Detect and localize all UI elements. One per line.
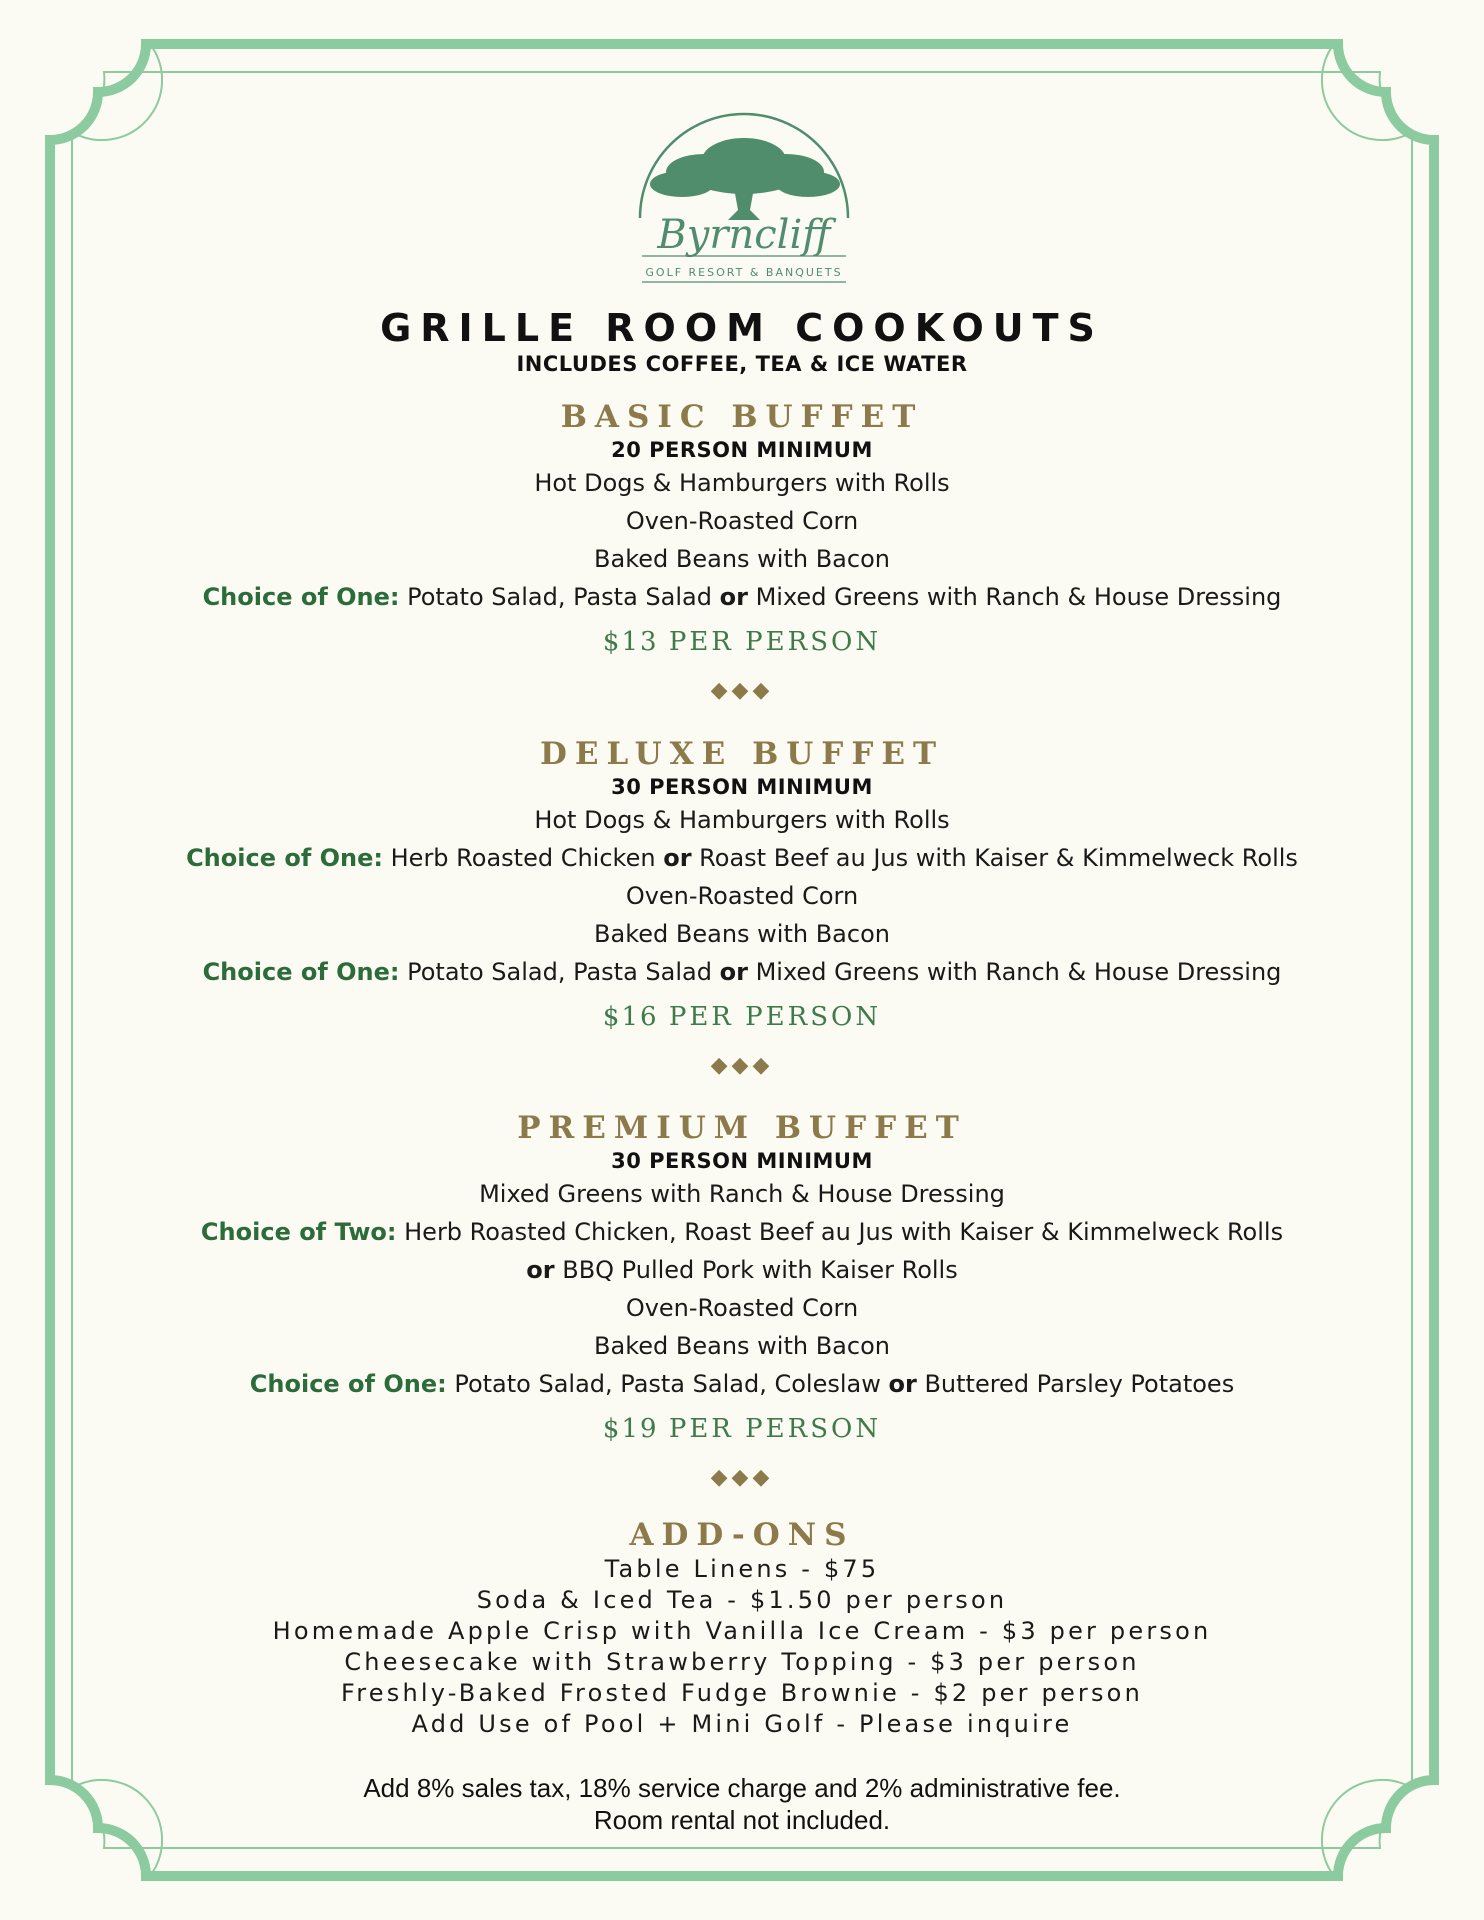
choice-option: Roast Beef au Jus with Kaiser & Kimmelweck Rolls [699,844,1298,872]
section-minimum: 30 PERSON MINIMUM [611,1149,873,1173]
section-minimum: 30 PERSON MINIMUM [611,775,873,799]
section-minimum: 20 PERSON MINIMUM [611,438,873,462]
choice-option: Potato Salad, Pasta Salad [407,583,712,611]
deluxe-buffet-section [0,735,1484,1081]
or-word: or [719,583,748,611]
addon-item: Add Use of Pool + Mini Golf - Please inquire [411,1710,1073,1738]
addon-item: Soda & Iced Tea - $1.50 per person [476,1586,1008,1614]
choice-label: Choice of One: [249,1370,447,1398]
addon-item: Freshly-Baked Frosted Fudge Brownie - $2 per person [341,1679,1143,1707]
tree-icon [650,138,840,220]
section-price [0,997,1484,1037]
section-title: ADD-ONS [629,1517,855,1553]
or-word: or [888,1370,917,1398]
or-word: or [526,1256,555,1284]
menu-choice [0,839,1484,877]
section-title: DELUXE BUFFET [539,736,945,772]
menu-item: Hot Dogs & Hamburgers with Rolls [534,469,950,497]
price-amount: $13 [602,627,659,657]
svg-text:Byrncliff: Byrncliff [657,212,831,258]
choice-option: Potato Salad, Pasta Salad, Coleslaw [454,1370,881,1398]
svg-text:GOLF RESORT & BANQUETS: GOLF RESORT & BANQUETS [645,266,843,279]
page-title: GRILLE ROOM COOKOUTS [380,306,1104,350]
menu-item: Oven-Roasted Corn [625,882,859,910]
menu-choice [0,578,1484,616]
menu-item: Hot Dogs & Hamburgers with Rolls [534,806,950,834]
diamond-divider: ◆◆◆ [710,1053,774,1078]
addons-section [0,1516,1484,1740]
choice-option: Mixed Greens with Ranch & House Dressing [755,583,1282,611]
footer-rental: Room rental not included. [593,1805,891,1835]
price-amount: $19 [602,1414,659,1444]
choice-label: Choice of Two: [200,1218,397,1246]
price-amount: $16 [602,1002,659,1032]
byrncliff-logo [622,98,866,294]
addon-item: Table Linens - $75 [604,1555,880,1583]
choice-label: Choice of One: [202,583,400,611]
footer-fees: Add 8% sales tax, 18% service charge and 2% administrative fee. [363,1773,1121,1803]
section-title: PREMIUM BUFFET [517,1110,967,1146]
section-title: BASIC BUFFET [560,399,924,435]
menu-item: Mixed Greens with Ranch & House Dressing [479,1180,1005,1208]
choice-option: BBQ Pulled Pork with Kaiser Rolls [562,1256,958,1284]
addon-item: Cheesecake with Strawberry Topping - $3 per person [344,1648,1140,1676]
price-unit: PER PERSON [668,1414,882,1444]
addon-item: Homemade Apple Crisp with Vanilla Ice Cream - $3 per person [272,1617,1212,1645]
choice-label: Choice of One: [202,958,400,986]
menu-item: Oven-Roasted Corn [625,1294,859,1322]
section-price [0,1409,1484,1449]
menu-item: Baked Beans with Bacon [594,920,890,948]
choice-option: Buttered Parsley Potatoes [924,1370,1235,1398]
choice-option: Mixed Greens with Ranch & House Dressing [755,958,1282,986]
choice-option: Potato Salad, Pasta Salad [407,958,712,986]
section-price [0,622,1484,662]
menu-choice [0,1365,1484,1403]
diamond-divider: ◆◆◆ [710,1465,774,1490]
diamond-divider: ◆◆◆ [710,678,774,703]
menu-item: Baked Beans with Bacon [594,545,890,573]
premium-buffet-section [0,1109,1484,1493]
choice-label: Choice of One: [186,844,383,872]
or-word: or [719,958,748,986]
menu-choice-continued [0,1251,1484,1289]
choice-option: Herb Roasted Chicken, Roast Beef au Jus with Kaiser & Kimmelweck Rolls [404,1218,1284,1246]
price-unit: PER PERSON [668,1002,882,1032]
menu-item: Baked Beans with Bacon [594,1332,890,1360]
footer-note [0,1772,1484,1836]
choice-option: Herb Roasted Chicken [390,844,656,872]
menu-item: Oven-Roasted Corn [625,507,859,535]
or-word: or [663,844,692,872]
menu-choice [0,1213,1484,1251]
page-subtitle: INCLUDES COFFEE, TEA & ICE WATER [516,352,968,376]
menu-choice [0,953,1484,991]
price-unit: PER PERSON [668,627,882,657]
basic-buffet-section [0,398,1484,706]
